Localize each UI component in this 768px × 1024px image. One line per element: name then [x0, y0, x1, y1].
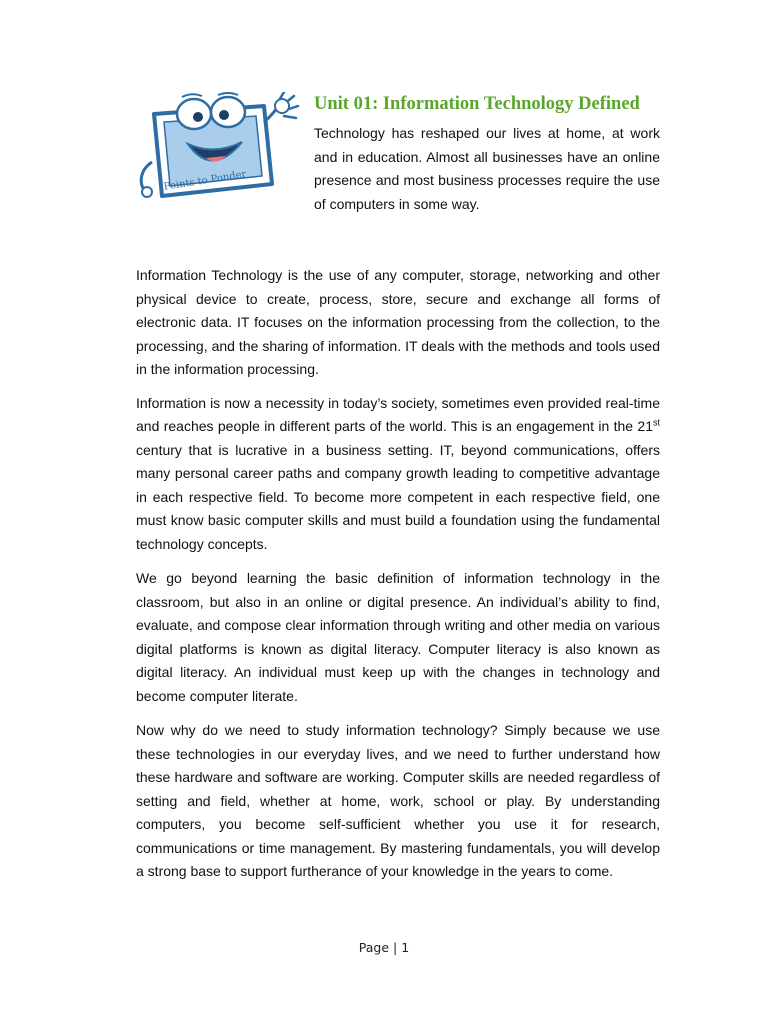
paragraph-2 — [136, 392, 660, 557]
points-to-ponder-mascot-icon — [132, 92, 304, 214]
footer-separator: | — [393, 940, 398, 955]
ordinal-superscript: st — [652, 417, 660, 428]
mascot-caption: Points to Ponder — [163, 168, 248, 193]
paragraph-3: We go beyond learning the basic definition of information technology in the classroom, but also in an online or digital presence. An individual’s ability to find, evaluate, and compose clear information through writing and other media on various digital platforms is known as digital literacy. Computer literacy is also known as digital literacy. An individual must keep up with the changes in technology and become computer literate. — [136, 570, 660, 704]
page-title: Unit 01: Information Technology Defined — [314, 94, 640, 114]
paragraph-4: Now why do we need to study information technology? Simply because we use these technologies in our everyday lives, and we need to further understand how these hardware and software are working. Computer skills are needed regardless of setting and field, whether at home, work, school or play. By understanding computers, you become self-sufficient whether you use it for research, communications or time management. By mastering fundamentals, you will develop a strong base to support furtherance of your knowledge in the years to come. — [136, 722, 660, 879]
page-label: Page — [358, 940, 390, 955]
page-footer — [0, 940, 768, 955]
paragraph-2-part-a: Information is now a necessity in today’s society, sometimes even provided real-time and reaches people in different parts of the world. This is an engagement in the 21 — [136, 394, 660, 434]
body-text — [136, 264, 660, 884]
paragraph-2-part-b: century that is lucrative in a business setting. IT, beyond communications, offers many personal career paths and company growth leading to competitive advantage in each respective field. To become more competent in each respective field, one must know basic computer skills and must build a foundation using the fundamental technology concepts. — [136, 441, 660, 552]
intro-paragraph: Technology has reshaped our lives at home, at work and in education. Almost all businesses have an online presence and most business processes require the use of computers in some way. — [314, 125, 660, 212]
paragraph-1: Information Technology is the use of any computer, storage, networking and other physical device to create, process, store, secure and exchange all forms of electronic data. IT focuses on the information processing from the collection, to the processing, and the sharing of information. IT deals with the methods and tools used in the information processing. — [136, 267, 660, 377]
page-number: 1 — [401, 940, 410, 955]
